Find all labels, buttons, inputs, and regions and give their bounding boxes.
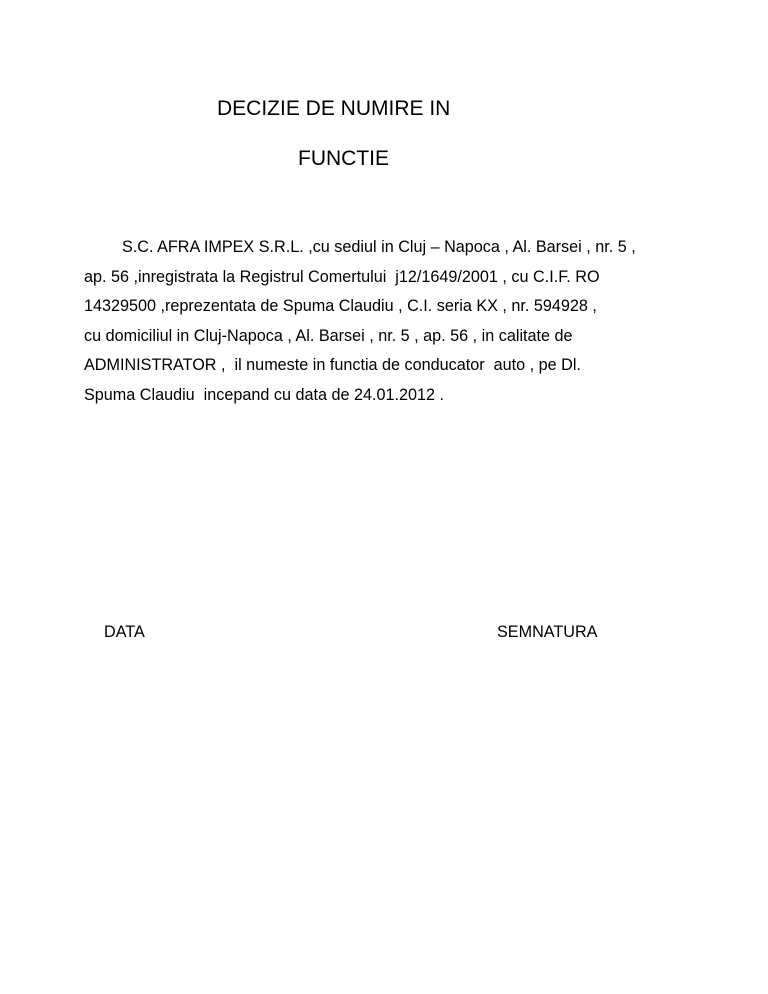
body-line: S.C. AFRA IMPEX S.R.L. ,cu sediul in Cluj – Napoca , Al. Barsei , nr. 5 , [122, 238, 636, 256]
signature-label: SEMNATURA [497, 623, 598, 641]
body-line: ap. 56 ,inregistrata la Registrul Comertului j12/1649/2001 , cu C.I.F. RO [84, 267, 600, 286]
document-title-line-2: FUNCTIE [298, 147, 389, 170]
document-title-line-1: DECIZIE DE NUMIRE IN [217, 97, 451, 120]
body-line: cu domiciliul in Cluj-Napoca , Al. Barsei , nr. 5 , ap. 56 , in calitate de [84, 326, 573, 345]
date-label: DATA [104, 623, 145, 641]
body-line: Spuma Claudiu incepand cu data de 24.01.2012 . [84, 385, 444, 404]
body-line: ADMINISTRATOR , il numeste in functia de conducator auto , pe Dl. [84, 356, 581, 374]
body-line: 14329500 ,reprezentata de Spuma Claudiu , C.I. seria KX , nr. 594928 , [84, 297, 597, 315]
document-body [84, 233, 694, 410]
